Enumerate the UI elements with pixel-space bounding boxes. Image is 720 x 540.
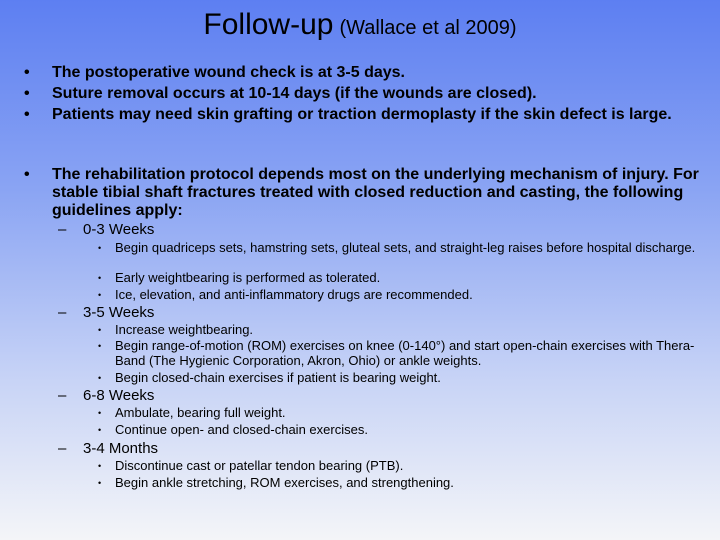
- slide-title: [0, 8, 720, 42]
- guideline-text: Ice, elevation, and anti-inflammatory drugs are recommended.: [115, 287, 473, 302]
- phase-heading: [58, 387, 154, 404]
- bullet-icon: •: [98, 373, 102, 383]
- dash-icon: –: [58, 304, 67, 321]
- dash-icon: –: [58, 387, 67, 404]
- bullet-point: [24, 64, 700, 82]
- guideline-item: [98, 371, 703, 386]
- bullet-point: [24, 85, 700, 103]
- phase-heading: [58, 221, 154, 238]
- guideline-item: [98, 271, 703, 286]
- bullet-icon: •: [98, 478, 102, 488]
- bullet-point: [24, 166, 700, 220]
- bullet-text: The rehabilitation protocol depends most on the underlying mechanism of injury. For stable tibial shaft fractures treated with closed reduction and casting, the following guidelines apply:: [52, 166, 699, 219]
- phase-label: 3-4 Months: [83, 440, 159, 457]
- guideline-item: [98, 339, 703, 368]
- phase-label: 3-5 Weeks: [83, 304, 155, 321]
- bullet-text: Suture removal occurs at 10-14 days (if the wounds are closed).: [52, 85, 537, 102]
- dash-icon: –: [58, 440, 67, 457]
- guideline-item: [98, 288, 703, 303]
- guideline-text: Begin closed-chain exercises if patient is bearing weight.: [115, 370, 441, 385]
- bullet-text: Patients may need skin grafting or traction dermoplasty if the skin defect is large.: [52, 106, 672, 123]
- bullet-icon: •: [98, 243, 102, 253]
- phase-heading: [58, 440, 158, 457]
- bullet-icon: •: [24, 166, 30, 183]
- guideline-text: Begin ankle stretching, ROM exercises, and strengthening.: [115, 475, 454, 490]
- bullet-icon: •: [24, 64, 30, 81]
- bullet-icon: •: [24, 85, 30, 102]
- bullet-icon: •: [98, 341, 102, 351]
- guideline-text: Continue open- and closed-chain exercises.: [115, 422, 368, 437]
- guideline-text: Ambulate, bearing full weight.: [115, 405, 286, 420]
- bullet-icon: •: [24, 106, 30, 123]
- guideline-text: Early weightbearing is performed as tolerated.: [115, 270, 381, 285]
- bullet-icon: •: [98, 290, 102, 300]
- title-text: Follow-up: [203, 8, 334, 41]
- phase-heading: [58, 304, 154, 321]
- bullet-icon: •: [98, 461, 102, 471]
- bullet-icon: •: [98, 425, 102, 435]
- guideline-item: [98, 423, 703, 438]
- bullet-text: The postoperative wound check is at 3-5 days.: [52, 64, 405, 81]
- guideline-item: [98, 459, 703, 474]
- guideline-text: Discontinue cast or patellar tendon bearing (PTB).: [115, 458, 404, 473]
- guideline-text: Increase weightbearing.: [115, 322, 254, 337]
- title-reference: (Wallace et al 2009): [339, 17, 517, 39]
- guideline-item: [98, 323, 703, 338]
- guideline-item: [98, 406, 703, 421]
- phase-label: 6-8 Weeks: [83, 387, 155, 404]
- guideline-item: [98, 476, 703, 491]
- bullet-icon: •: [98, 325, 102, 335]
- guideline-text: Begin quadriceps sets, hamstring sets, gluteal sets, and straight-leg raises before hospital discharge.: [115, 240, 696, 255]
- bullet-icon: •: [98, 408, 102, 418]
- phase-label: 0-3 Weeks: [83, 221, 155, 238]
- bullet-icon: •: [98, 273, 102, 283]
- dash-icon: –: [58, 221, 67, 238]
- bullet-point: [24, 106, 700, 124]
- guideline-item: [98, 241, 703, 256]
- guideline-text: Begin range-of-motion (ROM) exercises on knee (0-140°) and start open-chain exercises with Thera-Band (The Hygienic Corporation, Akron, Ohio) or ankle weights.: [115, 338, 695, 368]
